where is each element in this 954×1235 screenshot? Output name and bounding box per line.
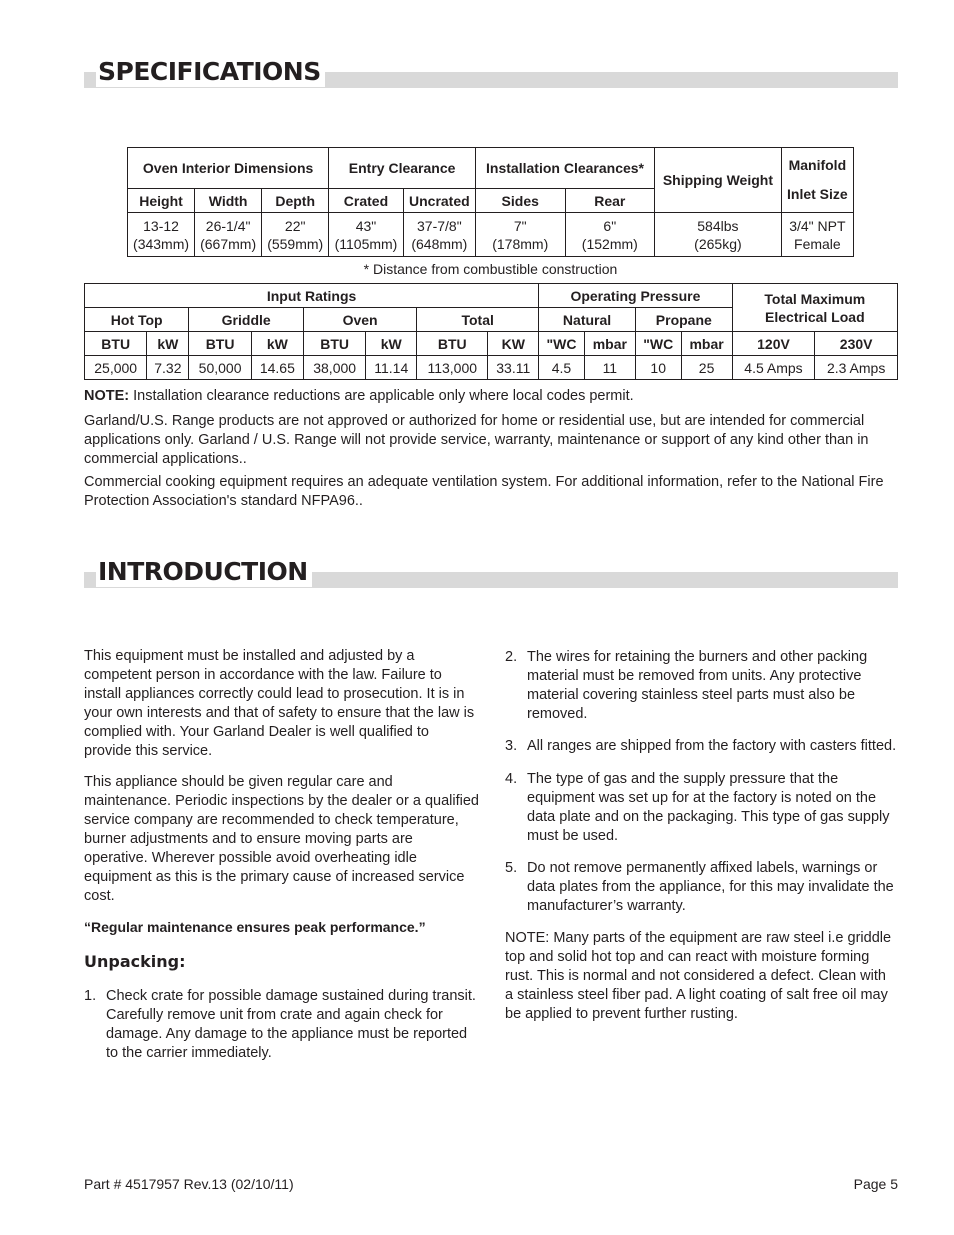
table-cell: 50,000	[189, 356, 251, 380]
unit-header: BTU	[303, 332, 365, 356]
unit-header: BTU	[189, 332, 251, 356]
operating-pressure-header: Operating Pressure	[539, 284, 733, 308]
intro-paragraph-2: This appliance should be given regular care and maintenance. Periodic inspections by the dealer or a qualified service company are recommended to check temperature, burner adjustments and to ensure moving parts are operative. Wherever possible avoid overheating idle equipment as this is the primary cause of increased service cost.	[84, 774, 479, 904]
oven-interior-header: Oven Interior Dimensions	[128, 148, 329, 189]
table-cell: 113,000	[417, 356, 488, 380]
table-cell: 10	[635, 356, 681, 380]
specifications-title: SPECIFICATIONS	[96, 57, 325, 87]
installation-clearances-header: Installation Clearances*	[475, 148, 654, 189]
ventilation-paragraph: Commercial cooking equipment requires an adequate ventilation system. For additional information, refer to the National Fire Protection Association's standard NFPA96..	[84, 474, 884, 509]
table-footnote: * Distance from combustible construction	[363, 261, 618, 277]
ratings-table	[84, 283, 898, 380]
dimensions-table	[127, 147, 854, 257]
unit-header: "WC	[635, 332, 681, 356]
crated-header: Crated	[329, 189, 404, 213]
unit-header: "WC	[539, 332, 585, 356]
table-cell: 14.65	[251, 356, 303, 380]
entry-clearance-header: Entry Clearance	[329, 148, 476, 189]
intro-paragraph-1: This equipment must be installed and adjusted by a competent person in accordance with the law. Failure to install appliances correctly could lead to prosecution. It is in your own interests and that of safety to ensure that the law is complied with. Your Garland Dealer is well qualified to provide this service.	[84, 648, 475, 759]
table-cell: 25,000	[85, 356, 147, 380]
total-max-header: Total Maximum Electrical Load	[732, 284, 897, 332]
uncrated-header: Uncrated	[403, 189, 475, 213]
unpacking-heading: Unpacking:	[84, 952, 186, 971]
table-cell: 13-12 (343mm)	[128, 213, 195, 257]
table-cell: 43" (1105mm)	[329, 213, 404, 257]
dimensions-row	[128, 213, 854, 257]
table-cell: 4.5	[539, 356, 585, 380]
rust-note: NOTE: Many parts of the equipment are raw steel i.e griddle top and solid hot top and can react with moisture forming rust. This is normal and not considered a defect. Clean with a stainless steel fiber pad. A light coating of salt free oil may be applied to prevent further rusting.	[505, 930, 892, 1022]
introduction-title: INTRODUCTION	[96, 557, 312, 587]
total-header: Total	[417, 308, 539, 332]
natural-header: Natural	[539, 308, 636, 332]
specifications-heading	[84, 48, 898, 88]
propane-header: Propane	[635, 308, 732, 332]
rear-header: Rear	[565, 189, 655, 213]
residential-use-paragraph: Garland/U.S. Range products are not approved or authorized for home or residential use, but are intended for commercial applications only. Garland / U.S. Range will not provide service, warranty, maintenance or support of any kind other than in commercial applications..	[84, 413, 869, 467]
clearance-note: NOTE: Installation clearance reductions are applicable only where local codes permit.	[84, 388, 634, 404]
table-cell: 38,000	[303, 356, 365, 380]
introduction-heading	[84, 548, 898, 588]
table-cell: 7.32	[147, 356, 189, 380]
table-cell: 2.3 Amps	[815, 356, 898, 380]
width-header: Width	[195, 189, 262, 213]
table-cell: 4.5 Amps	[732, 356, 815, 380]
height-header: Height	[128, 189, 195, 213]
table-cell: 25	[681, 356, 732, 380]
table-cell: 7" (178mm)	[475, 213, 565, 257]
table-cell: 26-1/4" (667mm)	[195, 213, 262, 257]
ratings-row	[85, 356, 898, 380]
table-cell: 22" (559mm)	[262, 213, 329, 257]
page-number: Page 5	[853, 1176, 898, 1192]
unit-header: KW	[488, 332, 539, 356]
unit-header: mbar	[681, 332, 732, 356]
manifold-label: Manifold	[788, 157, 847, 173]
hot-top-header: Hot Top	[85, 308, 189, 332]
unit-header: kW	[366, 332, 417, 356]
table-cell: 37-7/8" (648mm)	[403, 213, 475, 257]
table-cell: 3/4" NPT Female	[781, 213, 853, 257]
shipping-weight-header: Shipping Weight	[655, 148, 782, 213]
table-cell: 11.14	[366, 356, 417, 380]
maintenance-quote: “Regular maintenance ensures peak performance.”	[84, 919, 426, 935]
input-ratings-header: Input Ratings	[85, 284, 539, 308]
unit-header: 230V	[815, 332, 898, 356]
unit-header: kW	[147, 332, 189, 356]
sides-header: Sides	[475, 189, 565, 213]
griddle-header: Griddle	[189, 308, 304, 332]
manifold-header	[781, 148, 853, 213]
depth-header: Depth	[262, 189, 329, 213]
table-cell: 6" (152mm)	[565, 213, 655, 257]
table-cell: 33.11	[488, 356, 539, 380]
unit-header: kW	[251, 332, 303, 356]
inlet-size-label: Inlet Size	[787, 186, 848, 202]
table-cell: 584lbs (265kg)	[655, 213, 782, 257]
unit-header: mbar	[584, 332, 635, 356]
unit-header: BTU	[417, 332, 488, 356]
oven-header: Oven	[303, 308, 416, 332]
table-cell: 11	[584, 356, 635, 380]
unit-header: BTU	[85, 332, 147, 356]
unit-header: 120V	[732, 332, 815, 356]
part-number: Part # 4517957 Rev.13 (02/10/11)	[84, 1176, 294, 1192]
